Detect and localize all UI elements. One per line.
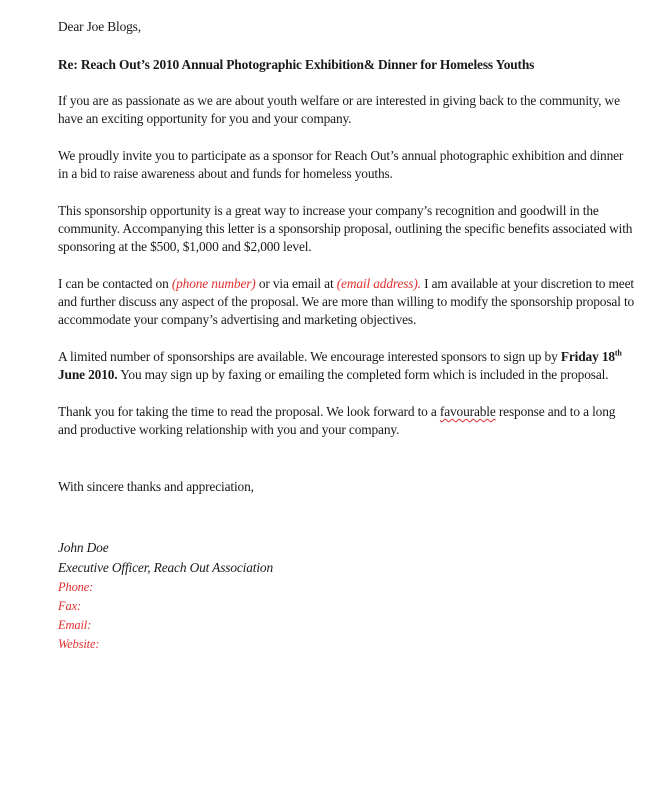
salutation: Dear Joe Blogs, — [58, 19, 141, 34]
deadline-day: Friday 18 — [560, 349, 615, 364]
signature-contact-lines — [58, 578, 636, 654]
paragraph-thanks — [58, 403, 636, 439]
contact-text-3: I am available at your discretion to meet and further discuss any aspect of the proposal. We are more than willing to modify the sponsorship proposal to accommodate your company’s advertising and marketing objectives. — [58, 276, 635, 327]
subject-line: Re: Reach Out’s 2010 Annual Photographic Exhibition& Dinner for Homeless Youths — [58, 57, 535, 72]
thanks-text-1: Thank you for taking the time to read the proposal. We look forward to a — [58, 404, 440, 419]
email-label: Email: — [58, 618, 92, 632]
contact-text-1: I can be contacted on — [58, 276, 172, 291]
signature-block — [58, 538, 636, 654]
phone-placeholder: (phone number) — [171, 276, 256, 291]
thanks-text-2: response and to a long and productive working relationship with you and your company. — [58, 404, 616, 437]
paragraph-invitation: We proudly invite you to participate as a sponsor for Reach Out’s annual photographic exhibition and dinner in a bid to raise awareness about and funds for homeless youths. — [58, 148, 624, 181]
phone-label: Phone: — [58, 580, 94, 594]
signer-title: Executive Officer, Reach Out Association — [58, 560, 274, 575]
deadline-ordinal: th — [614, 348, 622, 358]
contact-text-2: or via email at — [255, 276, 337, 291]
paragraph-contact — [58, 275, 636, 329]
paragraph-opportunity: This sponsorship opportunity is a great way to increase your company’s recognition and goodwill in the community. Accompanying this letter is a sponsorship proposal, outlining the specific benefits associated with sponsoring at the $500, $1,000 and $2,000 level. — [58, 203, 633, 254]
spellcheck-flagged-word: favourable — [439, 404, 496, 419]
signer-name: John Doe — [58, 540, 109, 555]
deadline-month-year: June 2010. — [58, 367, 118, 382]
letter-body — [58, 18, 636, 654]
fax-label: Fax: — [58, 599, 81, 613]
website-label: Website: — [58, 637, 100, 651]
email-placeholder: (email address). — [336, 276, 421, 291]
paragraph-deadline — [58, 348, 636, 384]
closing-line: With sincere thanks and appreciation, — [58, 479, 254, 494]
deadline-text-2: You may sign up by faxing or emailing the completed form which is included in the proposal. — [117, 367, 609, 382]
deadline-text-1: A limited number of sponsorships are available. We encourage interested sponsors to sign up by — [58, 349, 561, 364]
paragraph-intro: If you are as passionate as we are about youth welfare or are interested in giving back to the community, we have an exciting opportunity for you and your company. — [58, 93, 620, 126]
